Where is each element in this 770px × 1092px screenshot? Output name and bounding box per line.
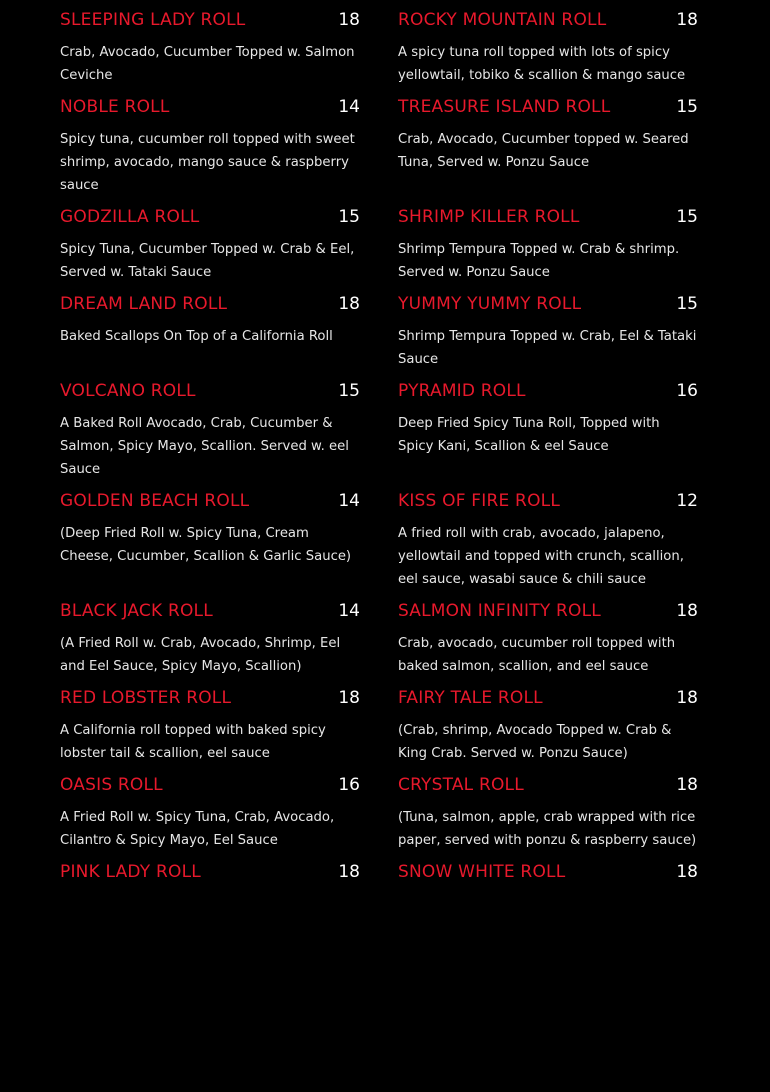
menu-item-volcano-roll	[60, 371, 360, 481]
item-name: DREAM LAND ROLL	[60, 294, 228, 314]
item-price: 12	[676, 491, 698, 511]
item-name: FAIRY TALE ROLL	[398, 688, 543, 708]
item-price: 18	[338, 688, 360, 708]
menu-item-fairy-tale-roll	[398, 678, 698, 765]
item-name: KISS OF FIRE ROLL	[398, 491, 560, 511]
item-name: RED LOBSTER ROLL	[60, 688, 232, 708]
item-name: SLEEPING LADY ROLL	[60, 10, 246, 30]
item-price: 15	[676, 97, 698, 117]
menu-item-godzilla-roll	[60, 197, 360, 284]
item-price: 18	[338, 10, 360, 30]
item-price: 15	[338, 207, 360, 227]
item-description: (Crab, shrimp, Avocado Topped w. Crab & King Crab. Served w. Ponzu Sauce)	[398, 723, 672, 761]
item-name: BLACK JACK ROLL	[60, 601, 213, 621]
menu-item-oasis-roll	[60, 765, 360, 852]
menu-item-pyramid-roll	[398, 371, 698, 481]
item-price: 18	[676, 10, 698, 30]
item-description: Spicy Tuna, Cucumber Topped w. Crab & Eel, Served w. Tataki Sauce	[60, 242, 355, 280]
item-description: A Fried Roll w. Spicy Tuna, Crab, Avocado, Cilantro & Spicy Mayo, Eel Sauce	[60, 810, 335, 848]
item-description: (A Fried Roll w. Crab, Avocado, Shrimp, Eel and Eel Sauce, Spicy Mayo, Scallion)	[60, 636, 341, 674]
menu-item-shrimp-killer-roll	[398, 197, 698, 284]
item-description: Deep Fried Spicy Tuna Roll, Topped with Spicy Kani, Scallion & eel Sauce	[398, 416, 660, 454]
item-price: 15	[676, 207, 698, 227]
menu-item-yummy-yummy-roll	[398, 284, 698, 371]
menu-item-noble-roll	[60, 87, 360, 197]
item-name: GOLDEN BEACH ROLL	[60, 491, 250, 511]
menu-item-golden-beach-roll	[60, 481, 360, 591]
item-description: (Deep Fried Roll w. Spicy Tuna, Cream Cheese, Cucumber, Scallion & Garlic Sauce)	[60, 526, 352, 564]
menu-item-rocky-mountain-roll	[398, 0, 698, 87]
item-price: 18	[676, 601, 698, 621]
menu-item-treasure-island-roll	[398, 87, 698, 197]
item-price: 15	[676, 294, 698, 314]
item-description: A Baked Roll Avocado, Crab, Cucumber & Salmon, Spicy Mayo, Scallion. Served w. eel Sauce	[60, 416, 349, 477]
menu-item-salmon-infinity-roll	[398, 591, 698, 678]
menu-item-dream-land-roll	[60, 284, 360, 371]
item-name: YUMMY YUMMY ROLL	[398, 294, 582, 314]
item-price: 14	[338, 601, 360, 621]
item-price: 18	[338, 294, 360, 314]
item-description: Crab, Avocado, Cucumber Topped w. Salmon Ceviche	[60, 45, 355, 83]
item-name: SNOW WHITE ROLL	[398, 862, 566, 882]
menu-item-snow-white-roll	[398, 852, 698, 893]
item-description: Shrimp Tempura Topped w. Crab, Eel & Tataki Sauce	[398, 329, 697, 367]
item-name: PYRAMID ROLL	[398, 381, 526, 401]
item-description: Baked Scallops On Top of a California Roll	[60, 329, 333, 344]
item-name: NOBLE ROLL	[60, 97, 170, 117]
item-description: A fried roll with crab, avocado, jalapeno, yellowtail and topped with crunch, scallion, eel sauce, wasabi sauce & chili sauce	[398, 526, 684, 587]
item-description: Crab, avocado, cucumber roll topped with baked salmon, scallion, and eel sauce	[398, 636, 676, 674]
item-name: TREASURE ISLAND ROLL	[398, 97, 611, 117]
item-description: A California roll topped with baked spicy lobster tail & scallion, eel sauce	[60, 723, 326, 761]
item-price: 18	[676, 862, 698, 882]
item-name: GODZILLA ROLL	[60, 207, 200, 227]
item-price: 18	[338, 862, 360, 882]
item-price: 16	[676, 381, 698, 401]
item-price: 14	[338, 97, 360, 117]
item-name: PINK LADY ROLL	[60, 862, 201, 882]
menu-item-kiss-of-fire-roll	[398, 481, 698, 591]
menu-item-black-jack-roll	[60, 591, 360, 678]
item-description: A spicy tuna roll topped with lots of spicy yellowtail, tobiko & scallion & mango sauce	[398, 45, 686, 83]
item-description: Crab, Avocado, Cucumber topped w. Seared Tuna, Served w. Ponzu Sauce	[398, 132, 689, 170]
item-description: (Tuna, salmon, apple, crab wrapped with rice paper, served with ponzu & raspberry sauce)	[398, 810, 697, 848]
menu-item-red-lobster-roll	[60, 678, 360, 765]
item-price: 18	[676, 688, 698, 708]
menu-item-crystal-roll	[398, 765, 698, 852]
item-description: Shrimp Tempura Topped w. Crab & shrimp. Served w. Ponzu Sauce	[398, 242, 680, 280]
sushi-roll-menu	[60, 0, 700, 893]
item-price: 14	[338, 491, 360, 511]
item-price: 18	[676, 775, 698, 795]
item-description: Spicy tuna, cucumber roll topped with sweet shrimp, avocado, mango sauce & raspberry sauce	[60, 132, 355, 193]
menu-item-sleeping-lady-roll	[60, 0, 360, 87]
item-name: OASIS ROLL	[60, 775, 163, 795]
item-name: VOLCANO ROLL	[60, 381, 196, 401]
item-price: 16	[338, 775, 360, 795]
item-name: CRYSTAL ROLL	[398, 775, 524, 795]
menu-item-pink-lady-roll	[60, 852, 360, 893]
item-name: SALMON INFINITY ROLL	[398, 601, 601, 621]
item-price: 15	[338, 381, 360, 401]
item-name: SHRIMP KILLER ROLL	[398, 207, 580, 227]
item-name: ROCKY MOUNTAIN ROLL	[398, 10, 607, 30]
